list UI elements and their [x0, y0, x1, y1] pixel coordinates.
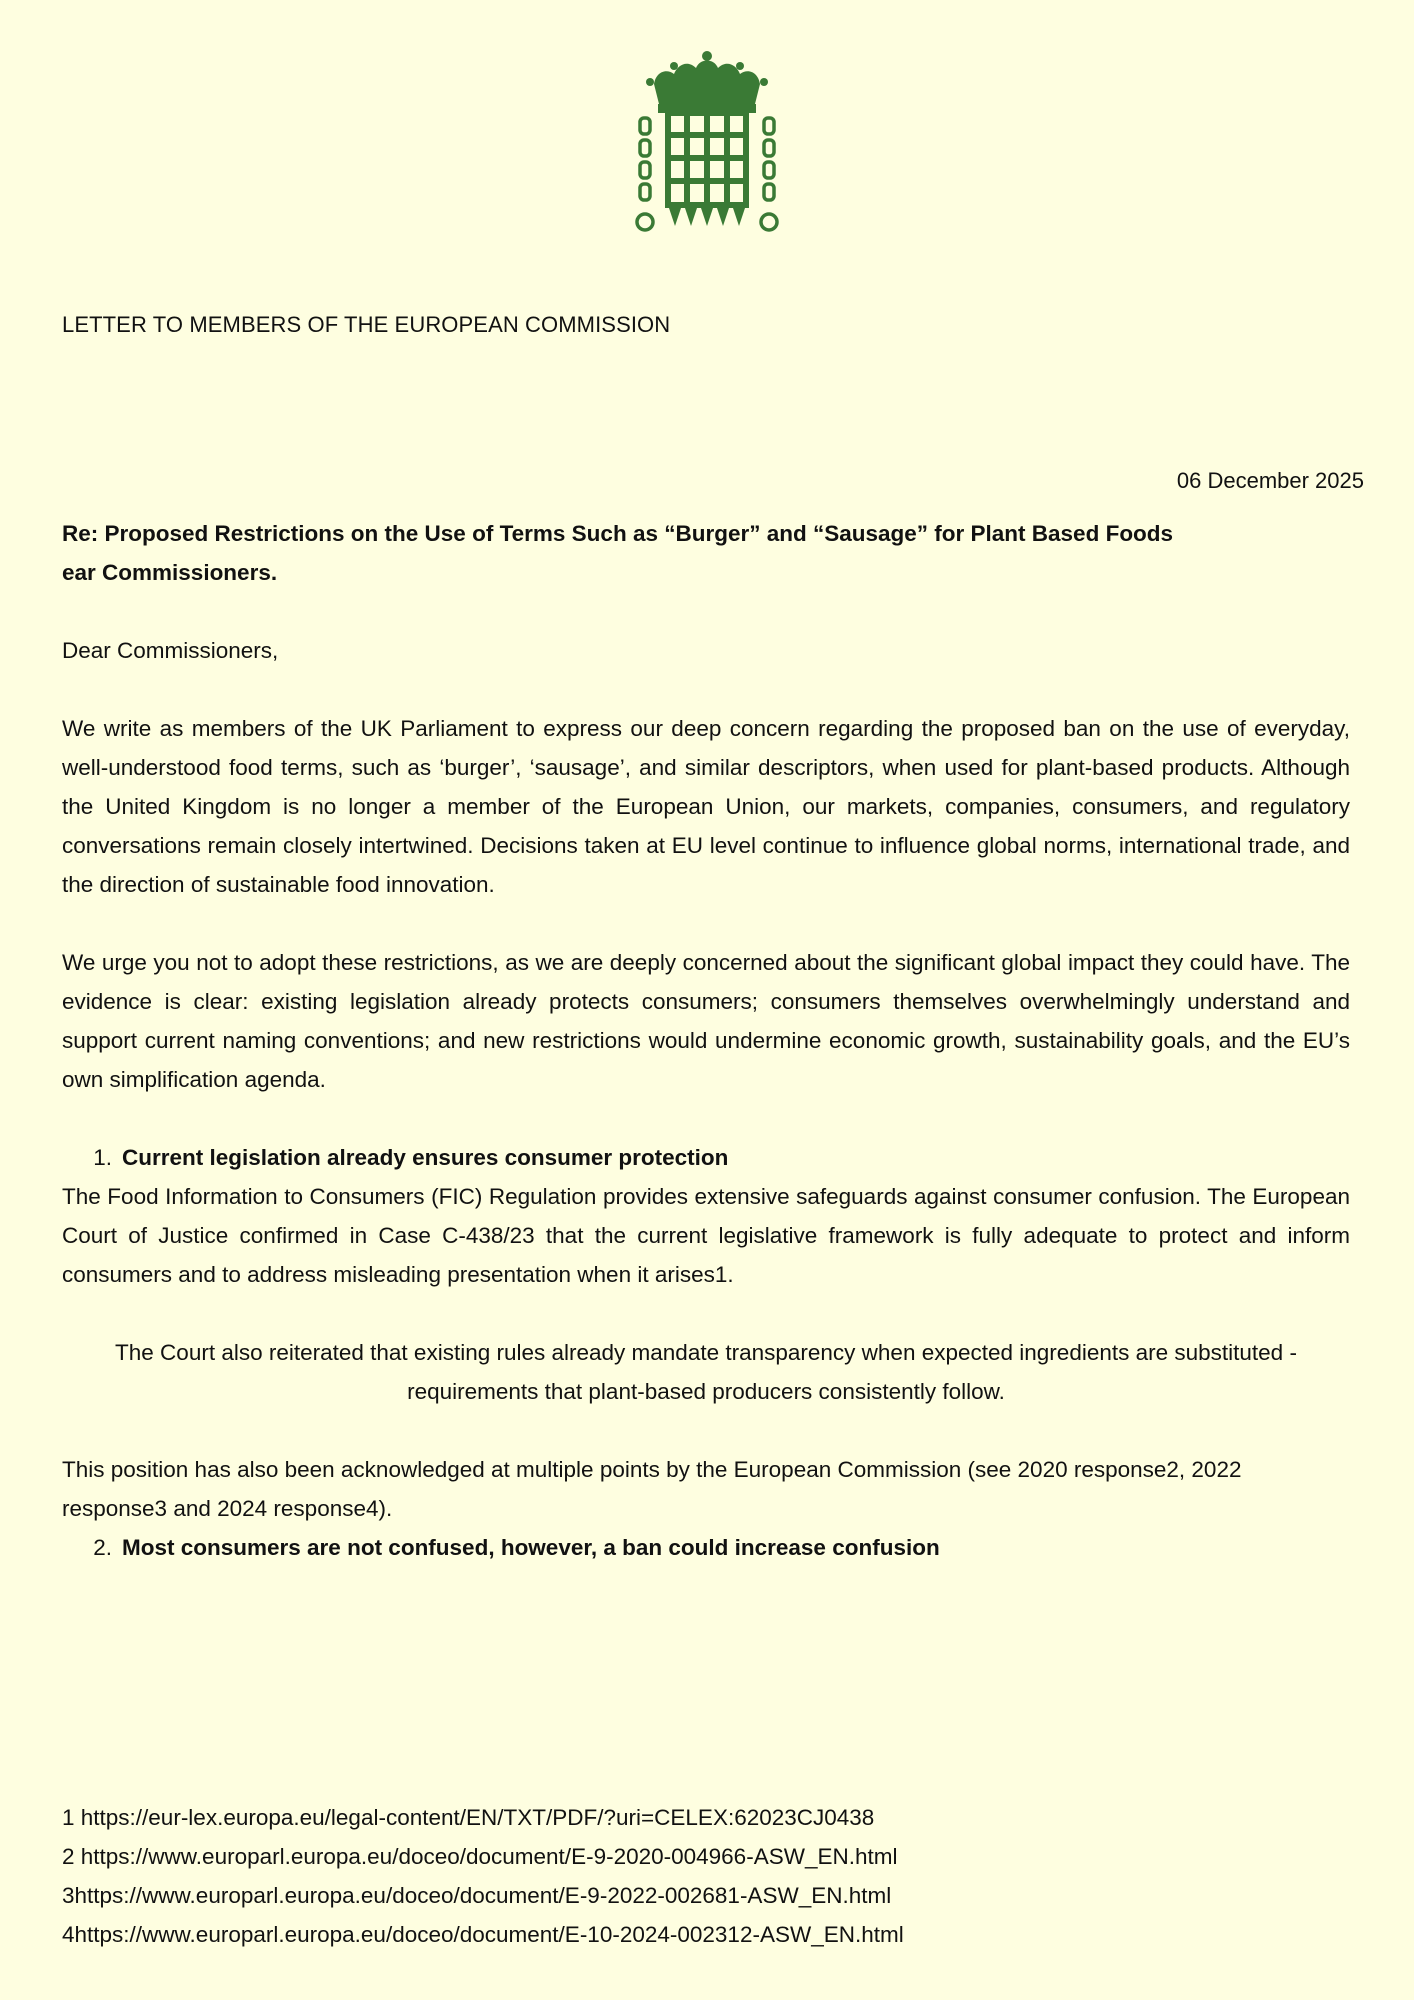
- footnote: 2 https://www.europarl.europa.eu/doceo/document/E-9-2020-004966-ASW_EN.html: [62, 1844, 898, 1869]
- footnote: 4https://www.europarl.europa.eu/doceo/document/E-10-2024-002312-ASW_EN.html: [62, 1922, 904, 1947]
- commission-position-paragraph: This position has also been acknowledged at multiple points by the European Commission (see 2020 response2, 2022 response3 and 2024 response4).: [62, 1457, 1242, 1521]
- letter-heading: LETTER TO MEMBERS OF THE EUROPEAN COMMISSION: [62, 312, 671, 337]
- section-number: 2.: [93, 1535, 112, 1560]
- re-line-continued: ear Commissioners.: [62, 560, 278, 585]
- court-paragraph: The Court also reiterated that existing rules already mandate transparency when expected ingredients are substituted - requirements that plant-based producers consistently follow.: [115, 1340, 1297, 1404]
- section-heading-2: [62, 1528, 1350, 1567]
- section-1-paragraph: The Food Information to Consumers (FIC) Regulation provides extensive safeguards against consumer confusion. The European Court of Justice confirmed in Case C-438/23 that the current legislative framework is fully adequate to protect and inform consumers and to address misleading presentation when it arises1.: [62, 1184, 1350, 1287]
- intro-paragraph: We write as members of the UK Parliament to express our deep concern regarding the proposed ban on the use of everyday, well-understood food terms, such as ‘burger’, ‘sausage’, and similar descriptors, when used for plant-based products. Although the United Kingdom is no longer a member of the European Union, our markets, companies, consumers, and regulatory conversations remain closely intertwined. Decisions taken at EU level continue to influence global norms, international trade, and the direction of sustainable food innovation.: [62, 716, 1350, 897]
- footnote: 1 https://eur-lex.europa.eu/legal-content/EN/TXT/PDF/?uri=CELEX:62023CJ0438: [62, 1805, 875, 1830]
- footnote: 3https://www.europarl.europa.eu/doceo/document/E-9-2022-002681-ASW_EN.html: [62, 1883, 892, 1908]
- urge-paragraph: We urge you not to adopt these restrictions, as we are deeply concerned about the significant global impact they could have. The evidence is clear: existing legislation already protects consumers; consumers themselves overwhelmingly understand and support current naming conventions; and new restrictions would undermine economic growth, sustainability goals, and the EU’s own simplification agenda.: [62, 950, 1350, 1092]
- re-line: Re: Proposed Restrictions on the Use of Terms Such as “Burger” and “Sausage” for Plant Based Foods: [62, 521, 1174, 546]
- letter-body: [62, 514, 1350, 1567]
- letter-date: 06 December 2025: [1176, 468, 1364, 493]
- section-heading-1: [62, 1138, 1350, 1177]
- salutation: Dear Commissioners,: [62, 638, 279, 663]
- portcullis-crest-icon: [632, 50, 782, 238]
- section-number: 1.: [93, 1145, 112, 1170]
- footnotes: [62, 1798, 904, 1954]
- section-title: Most consumers are not confused, however, a ban could increase confusion: [122, 1535, 940, 1560]
- section-title: Current legislation already ensures consumer protection: [122, 1145, 729, 1170]
